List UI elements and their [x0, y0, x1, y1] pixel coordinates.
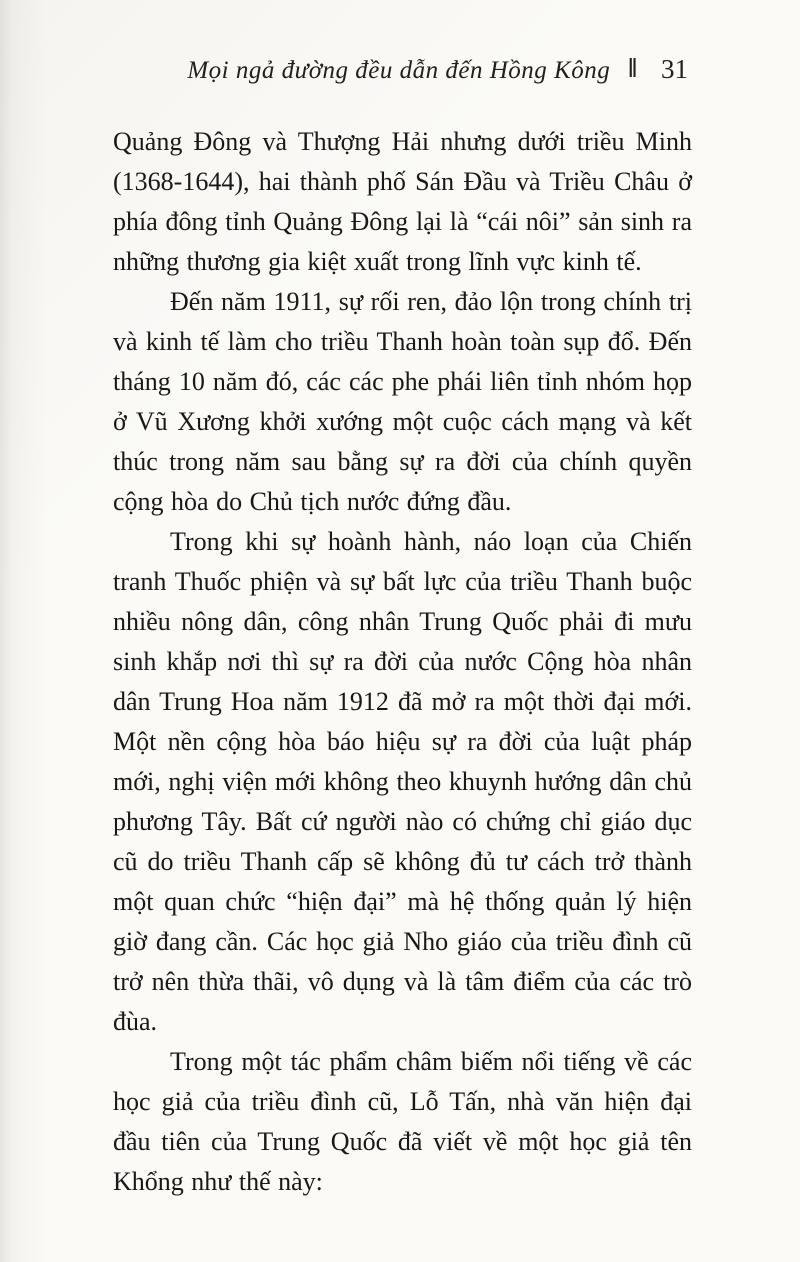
running-title: Mọi ngả đường đều dẫn đến Hồng Kông — [187, 57, 611, 84]
page-body — [113, 122, 692, 1202]
page-number: 31 — [661, 54, 688, 84]
paragraph: Quảng Đông và Thượng Hải nhưng dưới triều Minh (1368-1644), hai thành phố Sán Đầu và Triều Châu ở phía đông tỉnh Quảng Đông lại là “cái nôi” sản sinh ra những thương gia kiệt xuất trong lĩnh vực kinh tế. — [113, 127, 692, 276]
double-bar-separator: ‖ — [628, 53, 637, 83]
paragraph: Trong khi sự hoành hành, náo loạn của Chiến tranh Thuốc phiện và sự bất lực của triều Thanh buộc nhiều nông dân, công nhân Trung Quốc phải đi mưu sinh khắp nơi thì sự ra đời của nước Cộng hòa nhân dân Trung Hoa năm 1912 đã mở ra một thời đại mới. Một nền cộng hòa báo hiệu sự ra đời của luật pháp mới, nghị viện mới không theo khuynh hướng dân chủ phương Tây. Bất cứ người nào có chứng chỉ giáo dục cũ do triều Thanh cấp sẽ không đủ tư cách trở thành một quan chức “hiện đại” mà hệ thống quản lý hiện giờ đang cần. Các học giả Nho giáo của triều đình cũ trở nên thừa thãi, vô dụng và là tâm điểm của các trò đùa. — [113, 527, 692, 1036]
paragraph: Đến năm 1911, sự rối ren, đảo lộn trong chính trị và kinh tế làm cho triều Thanh hoàn toàn sụp đổ. Đến tháng 10 năm đó, các các phe phái liên tỉnh nhóm họp ở Vũ Xương khởi xướng một cuộc cách mạng và kết thúc trong năm sau bằng sự ra đời của chính quyền cộng hòa do Chủ tịch nước đứng đầu. — [113, 287, 692, 516]
page-header — [187, 54, 688, 85]
paragraph: Trong một tác phẩm châm biếm nổi tiếng về các học giả của triều đình cũ, Lỗ Tấn, nhà văn hiện đại đầu tiên của Trung Quốc đã viết về một học giả tên Khổng như thế này: — [113, 1047, 692, 1196]
